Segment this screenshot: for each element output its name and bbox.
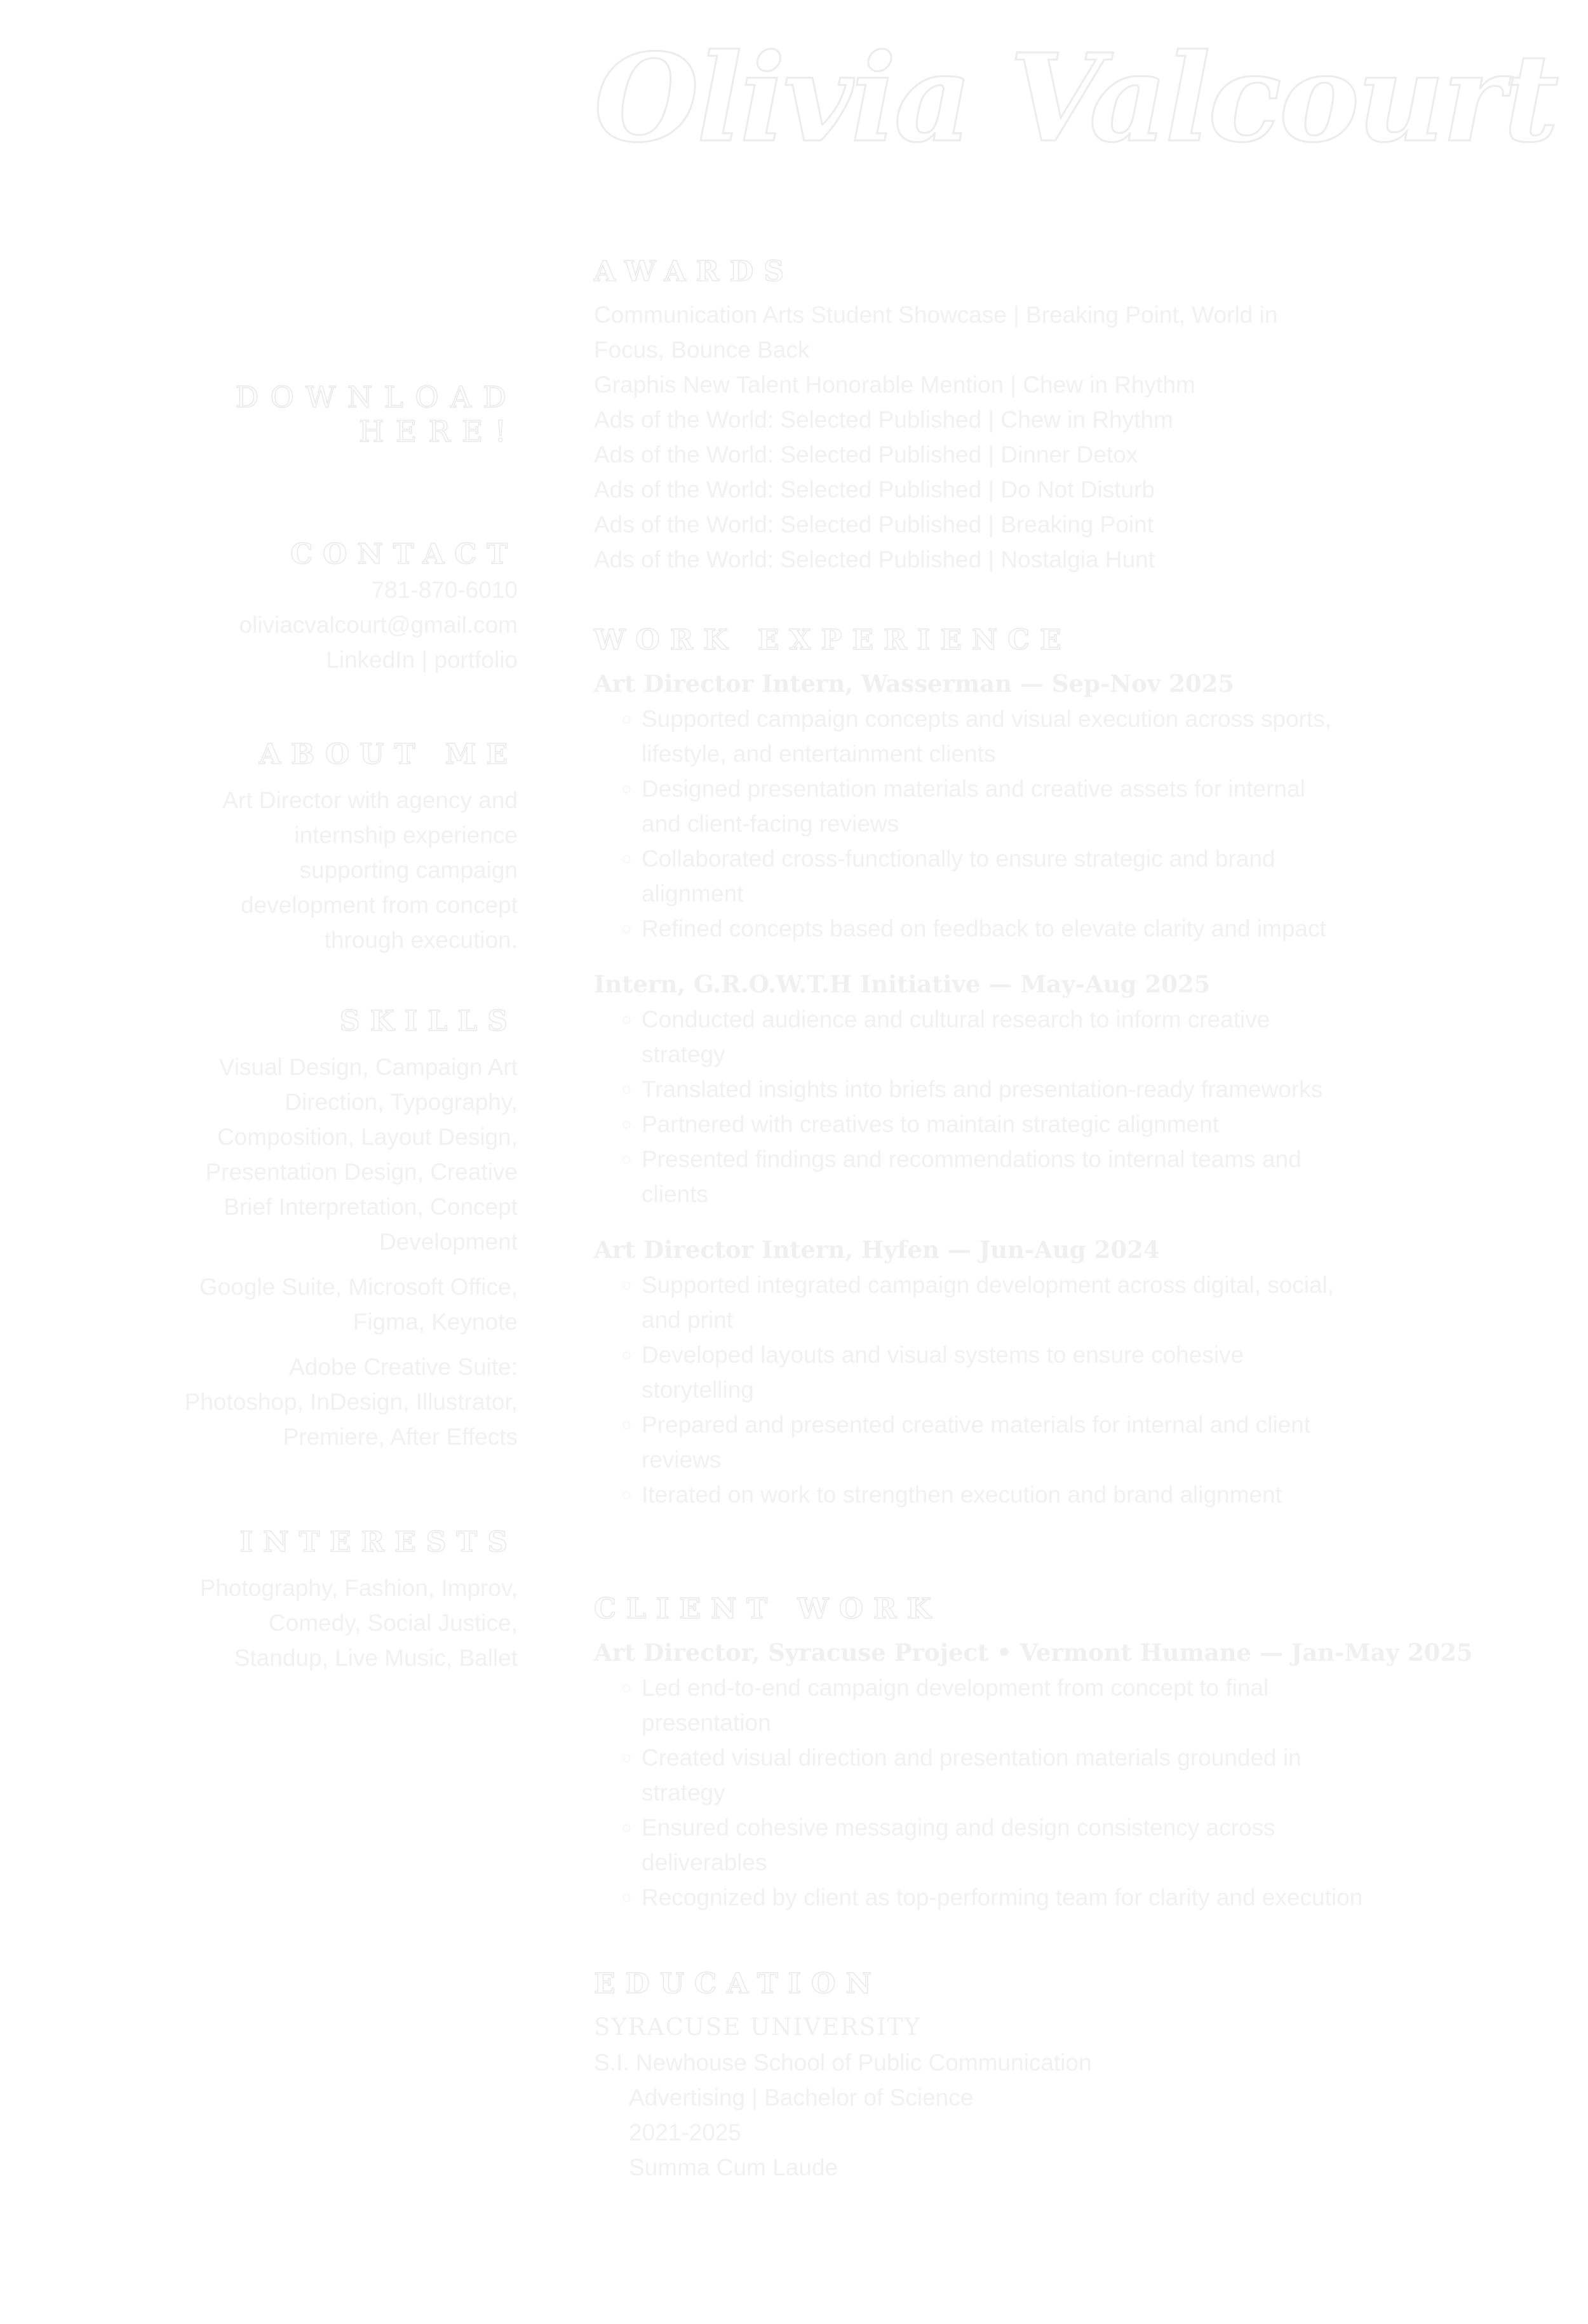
contact-email[interactable]: oliviacvalcourt@gmail.com [239,612,518,638]
job-bullets [594,1002,1496,1212]
job-bullet: ◦ Designed presentation materials and creative assets for internal and client-facing reviews [642,771,1496,841]
education-honor: Summa Cum Laude [629,2154,838,2180]
skills-line: Premiere, After Effects [283,1424,518,1450]
skills-line: Visual Design, Campaign Art [219,1054,518,1080]
interests-line: Standup, Live Music, Ballet [234,1645,518,1671]
award-line: Graphis New Talent Honorable Mention | Chew in Rhythm [594,372,1195,398]
job-bullet: ◦ Translated insights into briefs and presentation-ready frameworks [642,1072,1496,1107]
job-entry [594,666,1496,946]
client-bullets [594,1670,1496,1915]
interests-section [124,1525,518,1675]
award-line: Ads of the World: Selected Published | Chew in Rhythm [594,407,1173,433]
skills-line: Photoshop, InDesign, Illustrator, [184,1389,518,1415]
interests-line: Photography, Fashion, Improv, [199,1575,518,1601]
job-entry [594,1232,1496,1512]
link-separator: | [421,647,428,673]
interests-heading: INTERESTS [239,1526,518,1558]
job-bullet: ◦ Prepared and presented creative materials for internal and client reviews [642,1407,1496,1477]
contact-phone: 781-870-6010 [371,577,518,603]
interests-line: Comedy, Social Justice, [268,1610,518,1636]
skills-line: Presentation Design, Creative [205,1159,518,1185]
job-bullets [594,701,1496,946]
award-line: Ads of the World: Selected Published | Dinner Detox [594,442,1138,468]
skills-line: Adobe Creative Suite: [289,1354,518,1380]
education-heading: EDUCATION [594,1968,882,2000]
award-line: Focus, Bounce Back [594,337,810,363]
about-section [162,737,518,957]
work-heading: WORK EXPERIENCE [594,624,1072,656]
award-line: Communication Arts Student Showcase | Breaking Point, World in [594,302,1278,328]
linkedin-link[interactable]: LinkedIn [326,647,415,673]
skills-line: Google Suite, Microsoft Office, [199,1274,518,1300]
job-bullet: ◦ Supported campaign concepts and visual execution across sports, lifestyle, and entertainment clients [642,701,1496,771]
job-bullets [594,1267,1496,1512]
education-section [594,1966,1496,2185]
job-bullet: ◦ Conducted audience and cultural research to inform creative strategy [642,1002,1496,1072]
contact-section [162,537,518,677]
skills-line: Composition, Layout Design, [217,1124,518,1150]
education-degree: Advertising | Bachelor of Science [629,2084,974,2111]
skills-line: Figma, Keynote [353,1309,518,1335]
client-bullet: ◦ Recognized by client as top-performing team for clarity and execution [642,1880,1496,1915]
client-bullet: ◦ Created visual direction and presentation materials grounded in strategy [642,1740,1496,1810]
education-years: 2021-2025 [629,2119,741,2145]
skills-line: Development [379,1229,518,1255]
job-bullet: ◦ Iterated on work to strengthen execution and brand alignment [642,1477,1496,1512]
about-line: through execution. [324,927,518,953]
job-title: Art Director Intern, Hyfen — Jun-Aug 2024 [594,1236,1160,1264]
client-bullet: ◦ Ensured cohesive messaging and design consistency across deliverables [642,1810,1496,1880]
award-line: Ads of the World: Selected Published | Nostalgia Hunt [594,546,1155,572]
awards-section [594,254,1496,577]
skills-section [124,1004,518,1454]
job-bullet: ◦ Refined concepts based on feedback to elevate clarity and impact [642,911,1496,946]
about-line: development from concept [240,892,518,918]
job-bullet: ◦ Presented findings and recommendations to internal teams and clients [642,1142,1496,1212]
client-heading: CLIENT WORK [594,1593,941,1625]
contact-heading: CONTACT [290,538,518,571]
skills-heading: SKILLS [339,1005,518,1037]
job-entry [594,966,1496,1212]
client-title: Art Director, Syracuse Project • Vermont Humane — Jan-May 2025 [594,1638,1473,1666]
award-line: Ads of the World: Selected Published | Breaking Point [594,511,1154,537]
contact-links [162,642,518,677]
about-line: supporting campaign [299,857,518,883]
resume-name: Olivia Valcourt [594,27,1557,169]
download-section [229,380,518,449]
education-college: S.I. Newhouse School of Public Communication [594,2050,1092,2076]
job-bullet: ◦ Developed layouts and visual systems to ensure cohesive storytelling [642,1337,1496,1407]
client-section [594,1591,1496,1915]
awards-heading: AWARDS [594,255,795,288]
award-line: Ads of the World: Selected Published | Do Not Disturb [594,476,1155,503]
job-title: Art Director Intern, Wasserman — Sep-Nov 2025 [594,670,1235,698]
download-link[interactable]: DOWNLOAD HERE! [235,380,518,449]
skills-line: Direction, Typography, [285,1089,518,1115]
job-bullet: ◦ Supported integrated campaign development across digital, social, and print [642,1267,1496,1337]
job-bullet: ◦ Collaborated cross-functionally to ensure strategic and brand alignment [642,841,1496,911]
job-bullet: ◦ Partnered with creatives to maintain strategic alignment [642,1107,1496,1142]
about-line: internship experience [294,822,518,848]
job-title: Intern, G.R.O.W.T.H Initiative — May-Aug 2025 [594,970,1211,998]
skills-line: Brief Interpretation, Concept [224,1194,518,1220]
about-heading: ABOUT ME [259,738,518,771]
about-line: Art Director with agency and [222,787,518,813]
portfolio-link[interactable]: portfolio [434,647,518,673]
education-school: SYRACUSE UNIVERSITY [594,2013,921,2041]
client-bullet: ◦ Led end-to-end campaign development from concept to final presentation [642,1670,1496,1740]
work-section [594,623,1496,1532]
